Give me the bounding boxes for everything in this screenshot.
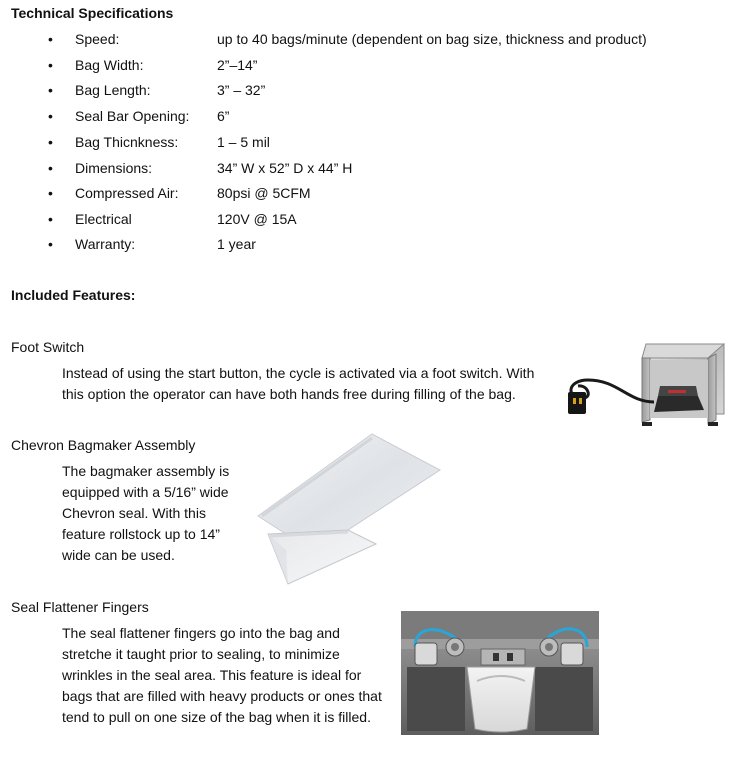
spec-label: Bag Thicnkness: [75,134,179,150]
spec-value: 3” – 32” [217,82,266,98]
bullet-icon: • [48,160,53,176]
spec-value: 1 – 5 mil [217,134,270,150]
desc-line: wide can be used. [62,547,175,563]
spec-label: Bag Length: [75,82,151,98]
spec-label: Electrical [75,211,132,227]
spec-label: Compressed Air: [75,185,179,201]
desc-line: stretche it taught prior to sealing, to minimize [62,646,340,662]
feature-desc-foot-switch [62,363,534,405]
feature-title-foot-switch: Foot Switch [11,339,85,355]
spec-label: Seal Bar Opening: [75,108,190,124]
desc-line: wrinkles in the seal area. This feature is ideal for [62,667,362,683]
desc-line: tend to pull on one size of the bag when it is filled. [62,709,371,725]
bullet-icon: • [48,108,53,124]
bullet-icon: • [48,82,53,98]
desc-line: Instead of using the start button, the cycle is activated via a foot switch. With [62,365,535,381]
spec-value: 1 year [217,236,256,252]
bullet-icon: • [48,211,53,227]
desc-line: The seal flattener fingers go into the bag and [62,625,340,641]
seal-flattener-image [401,611,599,735]
feature-title-chevron-bagmaker: Chevron Bagmaker Assembly [11,437,196,453]
feature-title-seal-flattener: Seal Flattener Fingers [11,599,149,615]
desc-line: The bagmaker assembly is [62,463,230,479]
feature-desc-seal-flattener [62,623,382,728]
desc-line: feature rollstock up to 14” [62,526,220,542]
spec-value: 2”–14” [217,57,258,73]
spec-label: Bag Width: [75,57,144,73]
spec-value: 120V @ 15A [217,211,297,227]
spec-value: 80psi @ 5CFM [217,185,311,201]
bullet-icon: • [48,185,53,201]
spec-value: 34” W x 52” D x 44” H [217,160,353,176]
spec-label: Speed: [75,31,120,47]
chevron-bags-image [250,430,445,588]
spec-label: Warranty: [75,236,136,252]
bullet-icon: • [48,31,53,47]
bullet-icon: • [48,57,53,73]
desc-line: bags that are filled with heavy products or ones that [62,688,382,704]
included-features-heading: Included Features: [11,287,136,303]
spec-value: up to 40 bags/minute (dependent on bag size, thickness and product) [217,31,647,47]
bullet-icon: • [48,236,53,252]
feature-desc-chevron-bagmaker [62,461,229,566]
spec-label: Dimensions: [75,160,153,176]
desc-line: Chevron seal. With this [62,505,206,521]
desc-line: this option the operator can have both hands free during filling of the bag. [62,386,516,402]
bullet-icon: • [48,134,53,150]
desc-line: equipped with a 5/16” wide [62,484,229,500]
technical-specs-heading: Technical Specifications [11,5,174,21]
foot-switch-image [558,340,728,428]
spec-value: 6” [217,108,230,124]
